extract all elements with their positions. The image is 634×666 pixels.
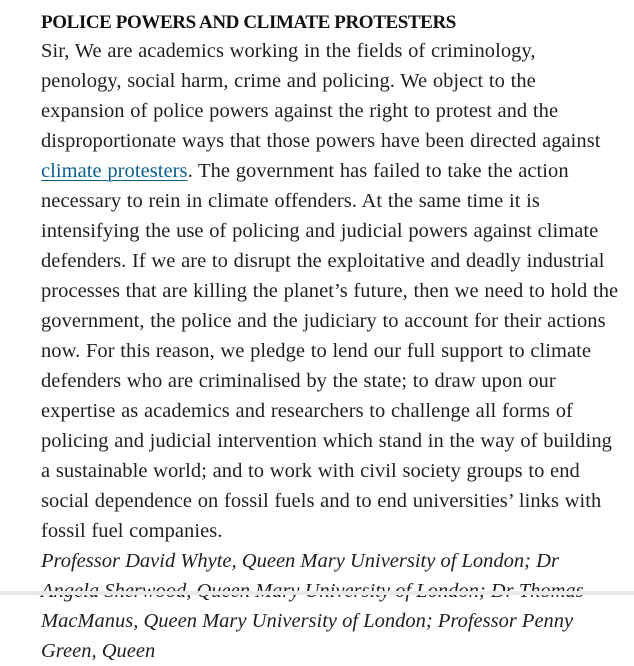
letter-body-rest: . The government has failed to take the action necessary to rein in climate offenders. At the same time it is intensifying the use of policing and judicial powers against climate defenders. If we are to disrupt the exploitative and deadly industrial processes that are killing the planet’s future, then we need to hold the government, the police and the judiciary to account for their actions now. For this reason, we pledge to lend our full support to climate defenders who are criminalised by the state; to draw upon our expertise as academics and researchers to challenge all forms of policing and judicial intervention which stand in the way of building a sustainable world; and to work with civil society groups to end social dependence on fossil fuels and to end universities’ links with fossil fuel companies. xyxy=(41,160,619,542)
letter-body xyxy=(41,36,621,546)
bottom-divider xyxy=(0,591,634,595)
letter-signatories: Professor David Whyte, Queen Mary University of London; Dr MacManus, Queen Mary University of London; Professor Penny Green, Queen xyxy=(41,550,574,662)
climate-protesters-link[interactable]: climate protesters xyxy=(41,160,188,182)
letter-headline: POLICE POWERS AND CLIMATE PROTESTERS xyxy=(41,12,456,33)
letter-body-intro: Sir, We are academics working in the fields of criminology, penology, social harm, crime and policing. We object to the expansion of police powers against the right to protest and the disproportionate ways that those powers have been directed against xyxy=(41,40,601,152)
letter-article xyxy=(41,10,621,666)
